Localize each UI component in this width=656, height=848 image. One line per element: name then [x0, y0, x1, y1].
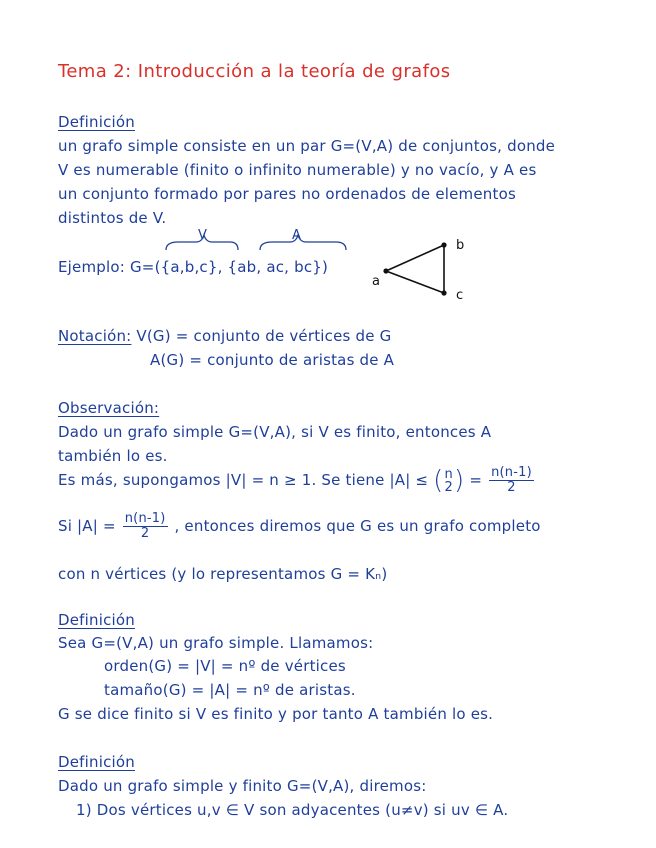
- fraction-1: [489, 466, 534, 495]
- binomial: [445, 468, 453, 494]
- example-text: Ejemplo: G=({a,b,c}, {ab, ac, bc}): [58, 258, 329, 276]
- observation-line-1: Dado un grafo simple G=(V,A), si V es finito, entonces A: [58, 423, 492, 441]
- def3-heading: Definición: [58, 753, 135, 771]
- equals-sign: =: [469, 471, 483, 489]
- def2-line-4: G se dice finito si V es finito y por tanto A también lo es.: [58, 705, 494, 723]
- brace-label-a: A: [292, 228, 301, 243]
- def2-line-2: orden(G) = |V| = nº de vértices: [104, 657, 346, 675]
- def2-line-1: Sea G=(V,A) un grafo simple. Llamamos:: [58, 634, 374, 652]
- notation-line-1: V(G) = conjunto de vértices de G: [136, 327, 392, 345]
- observation-line-3: Es más, supongamos |V| = n ≥ 1. Se tiene |A| ≤ ( n 2 ) = $\frac{n(n-1)}{2}$: [58, 465, 532, 496]
- observation-line-4-pre: Si |A| =: [58, 517, 116, 535]
- notation-heading: Notación:: [58, 327, 132, 345]
- def2-heading: Definición: [58, 611, 135, 629]
- vertex-c: [441, 290, 446, 295]
- vertex-label-a: a: [372, 274, 380, 289]
- observation-line-4: [58, 512, 541, 541]
- observation-heading: Observación:: [58, 399, 160, 417]
- def2-line-3: tamaño(G) = |A| = nº de aristas.: [104, 681, 356, 699]
- observation-line-5: con n vértices (y lo representamos G = Kₙ): [58, 565, 388, 583]
- def1-line-1: un grafo simple consiste en un par G=(V,A) de conjuntos, donde: [58, 137, 556, 155]
- triangle-graph-figure: [370, 235, 480, 305]
- example-braces: [158, 232, 358, 254]
- fraction-1-num: n(n-1): [491, 465, 532, 480]
- fraction-2-den: 2: [140, 526, 150, 541]
- def1-line-3: un conjunto formado por pares no ordenados de elementos: [58, 185, 516, 203]
- observation-line-3-text: Es más, supongamos |V| = n ≥ 1. Se tiene |A| ≤: [58, 471, 429, 489]
- vertex-label-b: b: [456, 238, 465, 253]
- edge-ab: [386, 245, 444, 271]
- def1-line-2: V es numerable (finito o infinito numerable) y no vacío, y A es: [58, 161, 537, 179]
- observation-line-2: también lo es.: [58, 447, 168, 465]
- edge-ac: [386, 271, 444, 293]
- vertex-a: [383, 268, 388, 273]
- vertex-label-c: c: [456, 288, 464, 303]
- brace-label-v: V: [198, 228, 207, 243]
- page-title: Tema 2: Introducción a la teoría de grafos: [58, 61, 451, 82]
- binom-top: n: [444, 466, 453, 482]
- notation-line-2: A(G) = conjunto de aristas de A: [150, 351, 395, 369]
- notation-block: [58, 326, 391, 346]
- vertex-b: [441, 242, 446, 247]
- observation-line-4-post: , entonces diremos que G es un grafo completo: [174, 517, 541, 535]
- def1-line-4: distintos de V.: [58, 209, 167, 227]
- def3-line-2: 1) Dos vértices u,v ∈ V son adyacentes (u≠v) si uv ∈ A.: [76, 801, 509, 819]
- def3-line-1: Dado un grafo simple y finito G=(V,A), diremos:: [58, 777, 427, 795]
- def1-heading: Definición: [58, 113, 135, 131]
- binom-bottom: 2: [444, 479, 453, 495]
- fraction-2-num: n(n-1): [124, 511, 166, 526]
- fraction-1-den: 2: [507, 480, 516, 495]
- fraction-2: [123, 512, 168, 541]
